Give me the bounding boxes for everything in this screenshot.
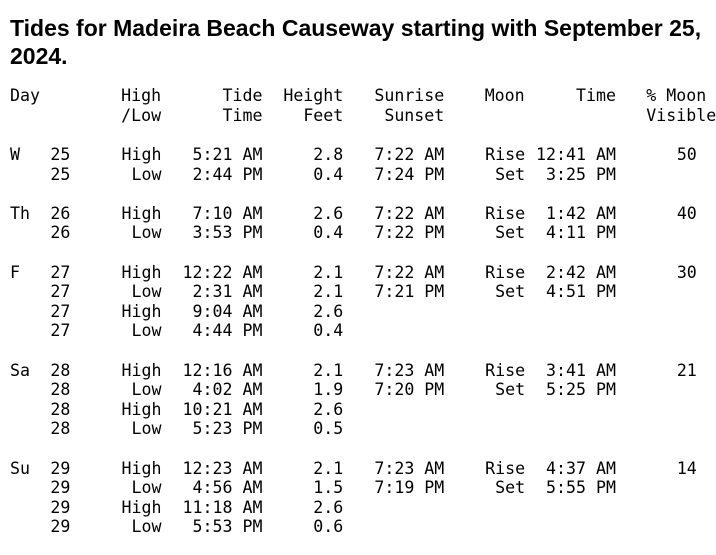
moonset-time: 4:51 PM [546,282,616,302]
tide-date: 29 [50,517,71,537]
header-height: Height [283,86,344,105]
tide-height: 0.4 [313,164,344,184]
sunset-time: 7:22 PM [374,223,445,243]
tide-date: 27 [50,301,71,321]
day-of-week: Sa [10,360,30,380]
tide-date: 29 [50,497,71,517]
tide-height: 0.4 [313,223,344,243]
tide-height: 2.6 [313,203,344,223]
header-visible: Visible [646,105,716,125]
header-sunset: Sunset [384,105,445,125]
day-of-week: W [10,145,20,164]
tide-time: 7:10 AM [192,203,263,223]
tide-height: 2.1 [313,282,344,302]
sunset-time: 7:19 PM [374,478,445,498]
tide-height: 2.6 [313,301,344,321]
tide-time: 12:16 AM [182,360,263,380]
tide-date: 25 [50,164,71,184]
tide-type: High [121,497,162,517]
tide-time: 4:56 AM [192,478,263,498]
tide-type: High [121,399,162,419]
moonset-label: Set [495,223,526,243]
tide-type: Low [131,517,162,537]
tide-time: 5:23 PM [192,419,263,439]
tide-height: 0.5 [313,419,344,439]
tide-type: Low [131,380,162,400]
header-day: Day [10,86,40,105]
tide-type: Low [131,321,162,341]
sunset-time: 7:24 PM [374,164,445,184]
moonset-time: 5:55 PM [546,478,616,498]
header-moon-time: Time [576,86,616,105]
tide-time: 9:04 AM [192,301,263,321]
header-sunrise: Sunrise [374,86,445,105]
tide-date: 25 [50,145,71,164]
tide-time: 3:53 PM [192,223,263,243]
moonrise-label: Rise [485,203,526,223]
tide-date: 29 [50,458,71,478]
header-feet: Feet [303,105,344,125]
header-tide: Tide [222,86,263,105]
tide-height: 2.8 [313,145,344,164]
tide-date: 28 [50,360,71,380]
moonrise-label: Rise [485,145,526,164]
tide-height: 0.4 [313,321,344,341]
tide-time: 5:53 PM [192,517,263,537]
moonrise-label: Rise [485,262,526,282]
tide-height: 2.6 [313,399,344,419]
tide-height: 0.6 [313,517,344,537]
day-of-week: Su [10,458,30,478]
tide-type: Low [131,478,162,498]
sunrise-time: 7:23 AM [374,458,445,478]
tide-type: High [121,301,162,321]
tide-type: Low [131,282,162,302]
tide-date: 26 [50,223,71,243]
page-title: Tides for Madeira Beach Causeway starting with September 25, 2024. [10,15,702,69]
moonrise-time: 2:42 AM [546,262,616,282]
tide-height: 2.1 [313,360,344,380]
tide-time: 10:21 AM [182,399,263,419]
tide-height: 2.6 [313,497,344,517]
tide-type: High [121,360,162,380]
tide-height: 2.1 [313,458,344,478]
moonset-label: Set [495,164,526,184]
tide-type: High [121,262,162,282]
moonrise-label: Rise [485,458,526,478]
tide-date: 27 [50,262,71,282]
tide-time: 12:23 AM [182,458,263,478]
header-tide-time: Time [222,105,263,125]
tide-height: 2.1 [313,262,344,282]
tide-height: 1.9 [313,380,344,400]
moon-visible-percent: 30 [676,262,697,282]
tide-time: 12:22 AM [182,262,263,282]
tide-type: Low [131,164,162,184]
header-moon-percent: % Moon [646,86,707,105]
tide-date: 28 [50,380,71,400]
moonrise-time: 1:42 AM [546,203,616,223]
moonset-time: 4:11 PM [546,223,616,243]
moonset-time: 3:25 PM [546,164,616,184]
sunrise-time: 7:23 AM [374,360,445,380]
tide-date: 27 [50,282,71,302]
moonrise-time: 3:41 AM [546,360,616,380]
moonrise-time: 12:41 AM [536,145,616,164]
moonrise-label: Rise [485,360,526,380]
tide-date: 28 [50,419,71,439]
tide-type: High [121,203,162,223]
header-moon: Moon [484,86,525,105]
tide-time: 5:21 AM [192,145,263,164]
sunrise-time: 7:22 AM [374,203,445,223]
moonrise-time: 4:37 AM [546,458,616,478]
tide-height: 1.5 [313,478,344,498]
moon-visible-percent: 40 [676,203,697,223]
tide-date: 28 [50,399,71,419]
tide-date: 26 [50,203,71,223]
moonset-label: Set [495,478,526,498]
sunrise-time: 7:22 AM [374,262,445,282]
tide-type: High [121,145,162,164]
header-low: /Low [121,105,162,125]
moon-visible-percent: 14 [676,458,697,478]
day-of-week: Th [10,203,30,223]
moonset-label: Set [495,380,526,400]
sunrise-time: 7:22 AM [374,145,445,164]
header-high: High [121,86,162,105]
tide-date: 27 [50,321,71,341]
tide-type: Low [131,223,162,243]
sunset-time: 7:20 PM [374,380,445,400]
tide-time: 2:31 AM [192,282,263,302]
moon-visible-percent: 21 [676,360,697,380]
day-of-week: F [10,262,20,282]
tide-time: 4:02 AM [192,380,263,400]
tide-time: 11:18 AM [182,497,263,517]
moonset-label: Set [495,282,526,302]
tide-date: 29 [50,478,71,498]
tide-time: 4:44 PM [192,321,263,341]
moon-visible-percent: 50 [676,145,697,164]
tide-type: High [121,458,162,478]
sunset-time: 7:21 PM [374,282,445,302]
tide-time: 2:44 PM [192,164,263,184]
moonset-time: 5:25 PM [546,380,616,400]
tide-type: Low [131,419,162,439]
